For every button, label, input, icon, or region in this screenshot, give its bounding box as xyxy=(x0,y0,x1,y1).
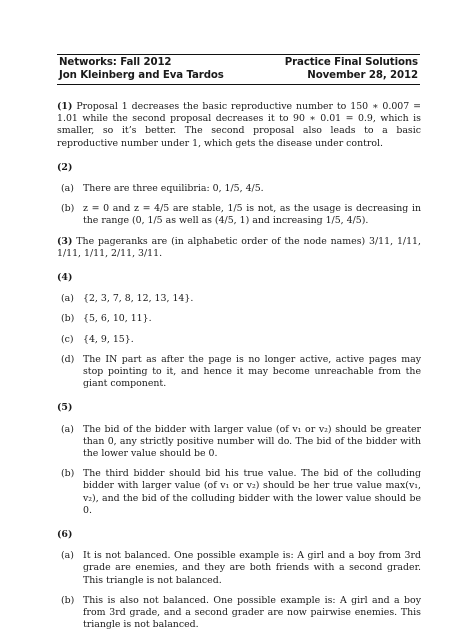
item-text: There are three equilibria: 0, 1/5, 4/5. xyxy=(83,183,264,195)
item-label: (a) xyxy=(61,423,74,435)
list-item xyxy=(57,334,421,346)
header-bottom-rule xyxy=(57,84,420,85)
list-item xyxy=(57,293,421,305)
item-label: (b) xyxy=(61,468,75,480)
item-label: (d) xyxy=(61,353,75,365)
question-3-text: The pageranks are (in alphabetic order of the node names) 3/11, 1/11, 1/11, 1/11, 2/11, 3/11. xyxy=(57,235,421,259)
question-5-items xyxy=(57,424,421,517)
question-1 xyxy=(57,101,421,150)
header-top-rule xyxy=(57,54,420,55)
header-authors: Jon Kleinberg and Eva Tardos xyxy=(59,69,224,81)
question-6-items xyxy=(57,550,421,631)
item-label: (b) xyxy=(61,313,75,325)
question-2-label: (2) xyxy=(57,161,73,173)
item-text: {2, 3, 7, 8, 12, 13, 14}. xyxy=(83,293,194,305)
question-2-items xyxy=(57,183,421,228)
item-text: The IN part as after the page is no longer active, active pages may stop pointing to it, and hence it may become unreachable from the giant component. xyxy=(83,353,421,390)
header-date: November 28, 2012 xyxy=(307,69,418,81)
list-item xyxy=(57,313,421,325)
question-1-label: (1) xyxy=(57,101,73,112)
item-text: {5, 6, 10, 11}. xyxy=(83,313,152,325)
list-item xyxy=(57,183,421,195)
list-item xyxy=(57,468,421,517)
item-label: (a) xyxy=(61,293,74,305)
item-label: (c) xyxy=(61,333,74,345)
item-text: z = 0 and z = 4/5 are stable, 1/5 is not, as the usage is decreasing in the range (0, 1/5 as well as (4/5, 1) and increasing 1/5, 4/5). xyxy=(83,203,421,227)
item-label: (a) xyxy=(61,550,74,562)
item-text: This is also not balanced. One possible example is: A girl and a boy from 3rd grade, and a second grader are now pairwise enemies. This triangle is not balanced. xyxy=(83,594,421,631)
question-4-label: (4) xyxy=(57,272,73,284)
question-4-items xyxy=(57,293,421,390)
item-text: {4, 9, 15}. xyxy=(83,333,134,345)
question-3-label: (3) xyxy=(57,235,73,247)
header-course: Networks: Fall 2012 xyxy=(59,56,172,68)
item-label: (b) xyxy=(61,594,75,606)
list-item xyxy=(57,595,421,632)
list-item xyxy=(57,354,421,391)
list-item xyxy=(57,203,421,227)
question-3 xyxy=(57,236,421,260)
list-item xyxy=(57,424,421,461)
question-6-label: (6) xyxy=(57,529,73,541)
list-item xyxy=(57,550,421,587)
header-doc-title: Practice Final Solutions xyxy=(284,56,418,68)
item-text: It is not balanced. One possible example is: A girl and a boy from 3rd grade are enemies, and they are both friends with a second grader. This triangle is not balanced. xyxy=(83,550,421,586)
item-label: (a) xyxy=(61,183,74,195)
item-label: (b) xyxy=(61,203,75,215)
question-5-label: (5) xyxy=(57,402,73,414)
solutions-body xyxy=(57,101,421,640)
item-text: The third bidder should bid his true value. The bid of the colluding bidder with larger value (of v₁ or v₂) should be her true value max(v₁, v₂), and the bid of the colluding bidder with the lower value should be 0. xyxy=(83,468,421,516)
item-text: The bid of the bidder with larger value (of v₁ or v₂) should be greater than 0, any strictly positive number will do. The bid of the bidder with the lower value should be 0. xyxy=(83,423,421,460)
question-1-text: Proposal 1 decreases the basic reproductive number to 150 ∗ 0.007 = 1.01 while the second proposal decreases it to 90 ∗ 0.01 = 0.9, which is smaller, so it’s better. The second proposal also leads to a basic reproductive number under 1, which gets the disease under control. xyxy=(57,101,421,149)
